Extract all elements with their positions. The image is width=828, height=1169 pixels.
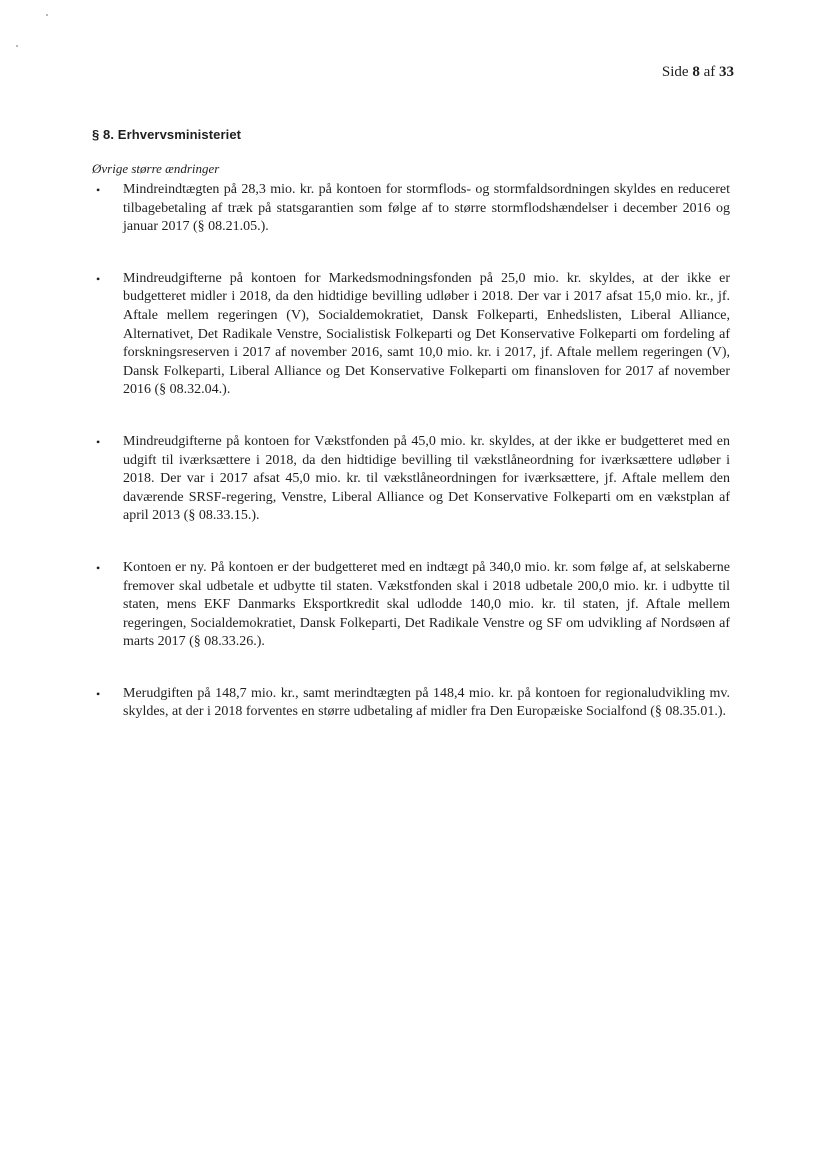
bullet-list <box>92 181 730 755</box>
page-total: 33 <box>719 64 734 80</box>
bullet-text: Mindreudgifterne på kontoen for Markedsmodningsfonden på 25,0 mio. kr. skyldes, at der ikke er budgetteret midler i 2018, da den hidtidige bevilling udløber i 2018. Der var i 2017 afsat 15,0 mio. kr., jf. Aftale mellem regeringen (V), Socialdemokratiet, Dansk Folkeparti, Enhedslisten, Liberal Alliance, Alternativet, Det Radikale Venstre, Socialistisk Folkeparti og Det Konservative Folkeparti om fordeling af forskningsreserven i 2017 af november 2016, samt 10,0 mio. kr. i 2017, jf. Aftale mellem regeringen (V), Dansk Folkeparti, Liberal Alliance og Det Konservative Folkeparti om finansloven for 2017 af november 2016 (§ 08.32.04.). <box>123 270 730 398</box>
page-number: 8 <box>692 64 700 80</box>
scan-speck <box>46 14 48 16</box>
bullet-icon: • <box>96 271 101 286</box>
list-item <box>92 270 730 400</box>
list-item <box>92 433 730 526</box>
page-label-of: af <box>703 64 716 80</box>
list-item <box>92 559 730 652</box>
list-item <box>92 181 730 237</box>
bullet-text: Mindreindtægten på 28,3 mio. kr. på kontoen for stormflods- og stormfaldsordningen skyldes en reduceret tilbagebetaling af træk på statsgarantien som følge af to større stormflodshændelser i december 2016 og januar 2017 (§ 08.21.05.). <box>123 182 730 235</box>
section-title: § 8. Erhvervsministeriet <box>92 127 242 142</box>
page-label-prefix: Side <box>661 64 689 80</box>
bullet-text: Mindreudgifterne på kontoen for Vækstfonden på 45,0 mio. kr. skyldes, at der ikke er budgetteret med en udgift til iværksættere i 2018, da den hidtidige bevilling til vækstlåneordning for iværksættere udløber i 2018. Der var i 2017 afsat 45,0 mio. kr. til vækstlåneordningen for iværksættere, jf. Aftale mellem den daværende SRSF-regering, Venstre, Liberal Alliance og Det Konservative Folkeparti om en vækstplan af april 2013 (§ 08.33.15.). <box>123 433 730 524</box>
bullet-text: Merudgiften på 148,7 mio. kr., samt merindtægten på 148,4 mio. kr. på kontoen for regionaludvikling mv. skyldes, at der i 2018 forventes en større udbetaling af midler fra Den Europæiske Socialfond (§ 08.35.01.). <box>123 685 730 720</box>
page-number-header <box>662 64 734 81</box>
bullet-text: Kontoen er ny. På kontoen er der budgetteret med en indtægt på 340,0 mio. kr. som følge af, at selskaberne fremover skal udbetale et udbytte til staten. Vækstfonden skal i 2018 udbetale 200,0 mio. kr. i udbytte til staten, mens EKF Danmarks Eksportkredit skal udlodde 140,0 mio. kr. til staten, jf. Aftale mellem regeringen, Socialdemokratiet, Dansk Folkeparti, Det Radikale Venstre og SF om udvikling af Nordsøen af marts 2017 (§ 08.33.26.). <box>123 559 730 650</box>
bullet-icon: • <box>96 183 101 197</box>
bullet-icon: • <box>96 434 101 449</box>
list-item <box>92 685 730 722</box>
bullet-icon: • <box>96 686 101 701</box>
scan-speck <box>16 45 18 47</box>
section-subheading: Øvrige større ændringer <box>92 161 220 176</box>
bullet-icon: • <box>96 560 101 575</box>
